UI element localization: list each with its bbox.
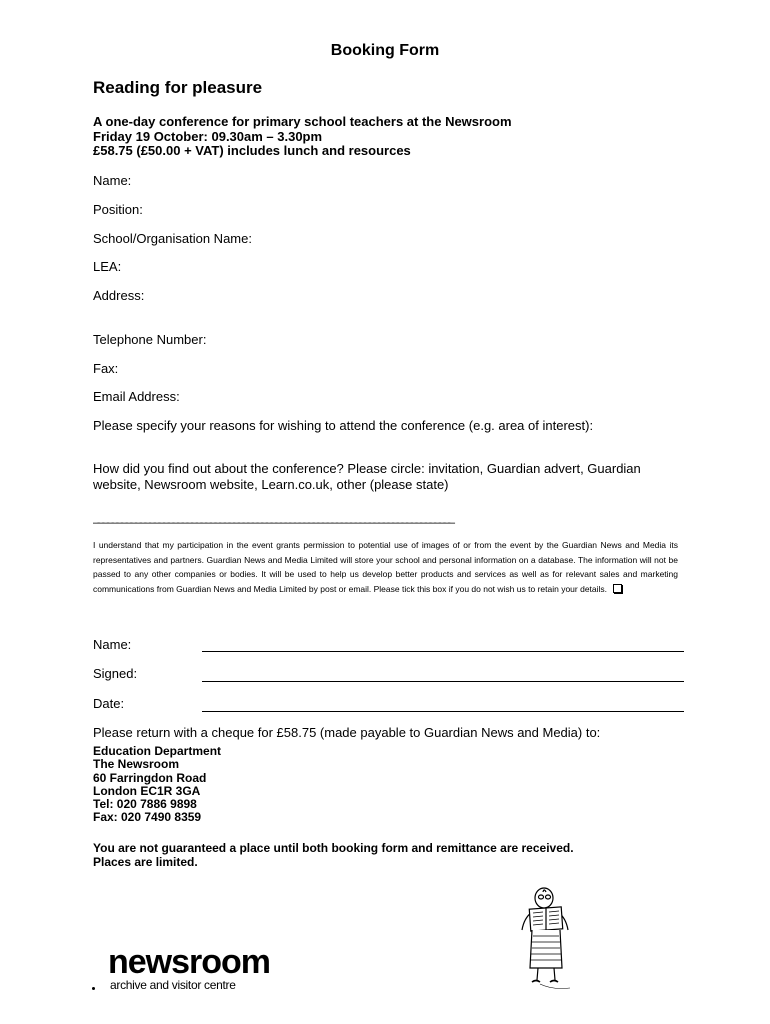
address-field-label: Address: [93, 288, 145, 303]
signed-label: Signed: [93, 666, 138, 681]
signature-name-line[interactable] [202, 640, 684, 652]
how-found-question: How did you find out about the conference? Please circle: invitation, Guardian advert, Guardian website, Newsroom website, Learn.co.uk, other (please state) [93, 461, 641, 492]
address-telephone: Tel: 020 7886 9898 [93, 797, 197, 812]
bullet-dot [92, 987, 95, 990]
form-title: Booking Form [330, 42, 440, 59]
signed-line[interactable] [202, 670, 684, 682]
consent-statement [93, 538, 678, 597]
event-description: A one-day conference for primary school teachers at the Newsroom [93, 114, 512, 129]
event-title: Reading for pleasure [93, 78, 263, 97]
name-field-label: Name: [93, 173, 132, 188]
fax-field-label: Fax: [93, 361, 119, 376]
address-department: Education Department [93, 744, 222, 758]
return-address [93, 745, 221, 825]
signature-name-label: Name: [93, 637, 132, 652]
position-field-label: Position: [93, 202, 143, 217]
address-city-postcode: London EC1R 3GA [93, 783, 201, 798]
consent-text: I understand that my participation in the event grants permission to potential use of images of or from the event by the Guardian News and Media its representatives and partners. Guardian News and Media Limited will store your school and personal information on a database. The information will not be passed to any other companies or bodies. It will be used to help us develop better products and services as well as for relevant sales and marketing communications from Guardian News and Media Limited by post or email. Please tick this box if you do not wish us to retain your details. [93, 540, 678, 595]
warning-guarantee: You are not guaranteed a place until both booking form and remittance are received. [93, 841, 574, 855]
lea-field-label: LEA: [93, 259, 122, 274]
opt-out-checkbox[interactable] [613, 584, 622, 593]
date-line[interactable] [202, 700, 684, 712]
return-instruction: Please return with a cheque for £58.75 (made payable to Guardian News and Media) to: [93, 725, 601, 740]
email-field-label: Email Address: [93, 389, 180, 404]
address-fax: Fax: 020 7490 8359 [93, 810, 202, 825]
reasons-field-label: Please specify your reasons for wishing to attend the conference (e.g. area of interest): [93, 418, 594, 433]
address-organisation: The Newsroom [93, 757, 180, 772]
logo-tagline: archive and visitor centre [110, 978, 236, 992]
event-date-time: Friday 19 October: 09.30am – 3.30pm [93, 128, 323, 144]
date-label: Date: [93, 696, 125, 711]
school-field-label: School/Organisation Name: [93, 231, 252, 246]
address-street: 60 Farringdon Road [93, 770, 207, 785]
reading-figure-illustration [510, 880, 590, 992]
warning-limited: Places are limited. [93, 855, 198, 869]
availability-warning [93, 841, 574, 869]
newsroom-logo: newsroom [108, 943, 271, 981]
event-price: £58.75 (£50.00 + VAT) includes lunch and resources [93, 143, 411, 158]
other-answer-line[interactable]: _____________________________________________________________________________ [93, 510, 453, 524]
telephone-field-label: Telephone Number: [93, 332, 207, 347]
event-details [93, 115, 512, 159]
